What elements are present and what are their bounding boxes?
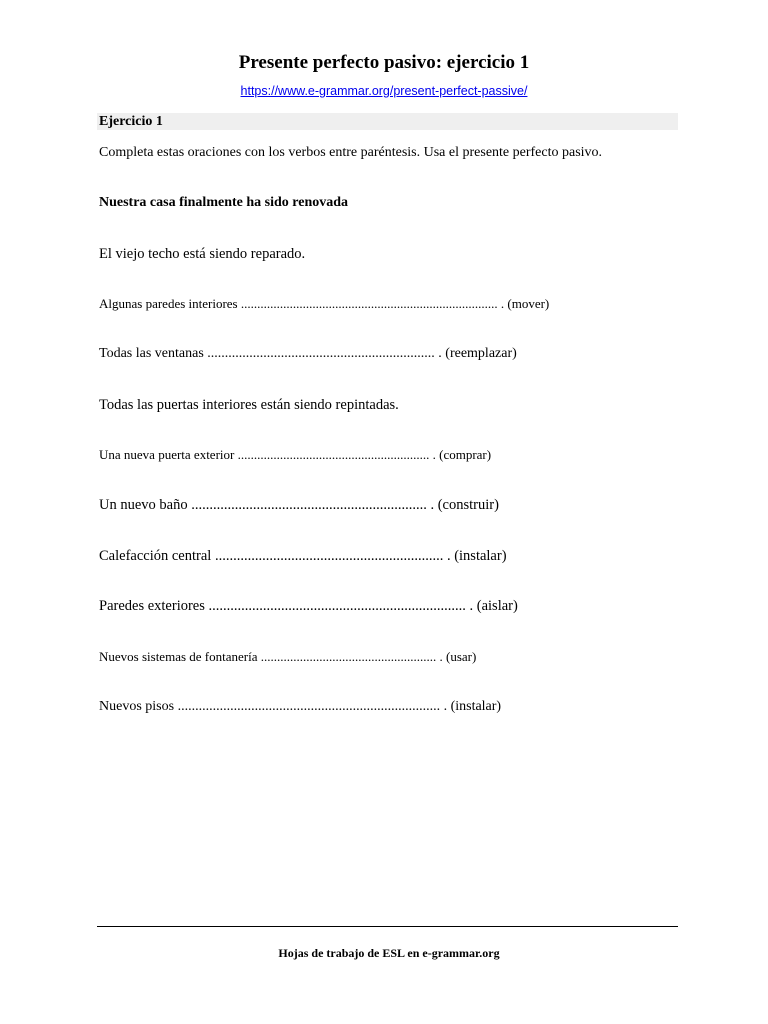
footer-divider [97, 926, 678, 927]
sentence-text: Una nueva puerta exterior [99, 447, 235, 462]
sentence-text: Calefacción central [99, 548, 212, 564]
exercise-item-4 [99, 497, 499, 514]
sentence-text: Algunas paredes interiores [99, 296, 238, 311]
answer-blank[interactable]: ........................................................................... [177, 699, 441, 714]
sentence-text: Nuevos sistemas de fontanería [99, 649, 258, 664]
verb-hint: . (mover) [500, 296, 550, 311]
verb-hint: . (instalar) [446, 548, 507, 564]
exercise-item-5 [99, 548, 507, 565]
verb-hint: . (aislar) [469, 598, 518, 614]
exercise-item-6 [99, 598, 518, 615]
exercise-subheading: Nuestra casa finalmente ha sido renovada [99, 195, 349, 210]
answer-blank[interactable]: ............................................................... [214, 548, 444, 564]
answer-blank[interactable]: ...................................................... [260, 649, 437, 664]
sentence-example-1 [99, 246, 305, 263]
sentence-text: Todas las ventanas [99, 346, 204, 361]
exercise-item-2 [99, 346, 517, 362]
sentence-text: El viejo techo está siendo reparado. [99, 246, 306, 262]
exercise-item-7 [99, 649, 476, 665]
sentence-text: Todas las puertas interiores están siendo repintadas. [99, 397, 399, 413]
verb-hint: . (construir) [430, 497, 499, 513]
instructions-text: Completa estas oraciones con los verbos entre paréntesis. Usa el presente perfecto pasivo. [99, 145, 603, 160]
exercise-item-3 [99, 447, 491, 463]
footer-text: Hojas de trabajo de ESL en e-grammar.org [278, 946, 500, 960]
sentence-text: Nuevos pisos [99, 699, 175, 714]
answer-blank[interactable]: ................................................................. [207, 346, 435, 361]
answer-blank[interactable]: ............................................................................... [240, 296, 498, 311]
section-heading: Ejercicio 1 [99, 114, 163, 129]
answer-blank[interactable]: ........................................................... [237, 447, 430, 462]
exercise-item-1 [99, 296, 549, 312]
verb-hint: . (reemplazar) [438, 346, 517, 361]
verb-hint: . (comprar) [432, 447, 492, 462]
verb-hint: . (usar) [439, 649, 477, 664]
sentence-text: Paredes exteriores [99, 598, 205, 614]
page-title: Presente perfecto pasivo: ejercicio 1 [238, 52, 530, 73]
answer-blank[interactable]: ................................................................. [191, 497, 427, 513]
section-heading-bar [97, 113, 678, 130]
sentence-text: Un nuevo baño [99, 497, 188, 513]
answer-blank[interactable]: ....................................................................... [208, 598, 466, 614]
verb-hint: . (instalar) [443, 699, 502, 714]
source-url-link[interactable]: https://www.e-grammar.org/present-perfect-passive/ [240, 84, 528, 98]
sentence-example-2 [99, 397, 399, 414]
exercise-item-8 [99, 699, 501, 715]
